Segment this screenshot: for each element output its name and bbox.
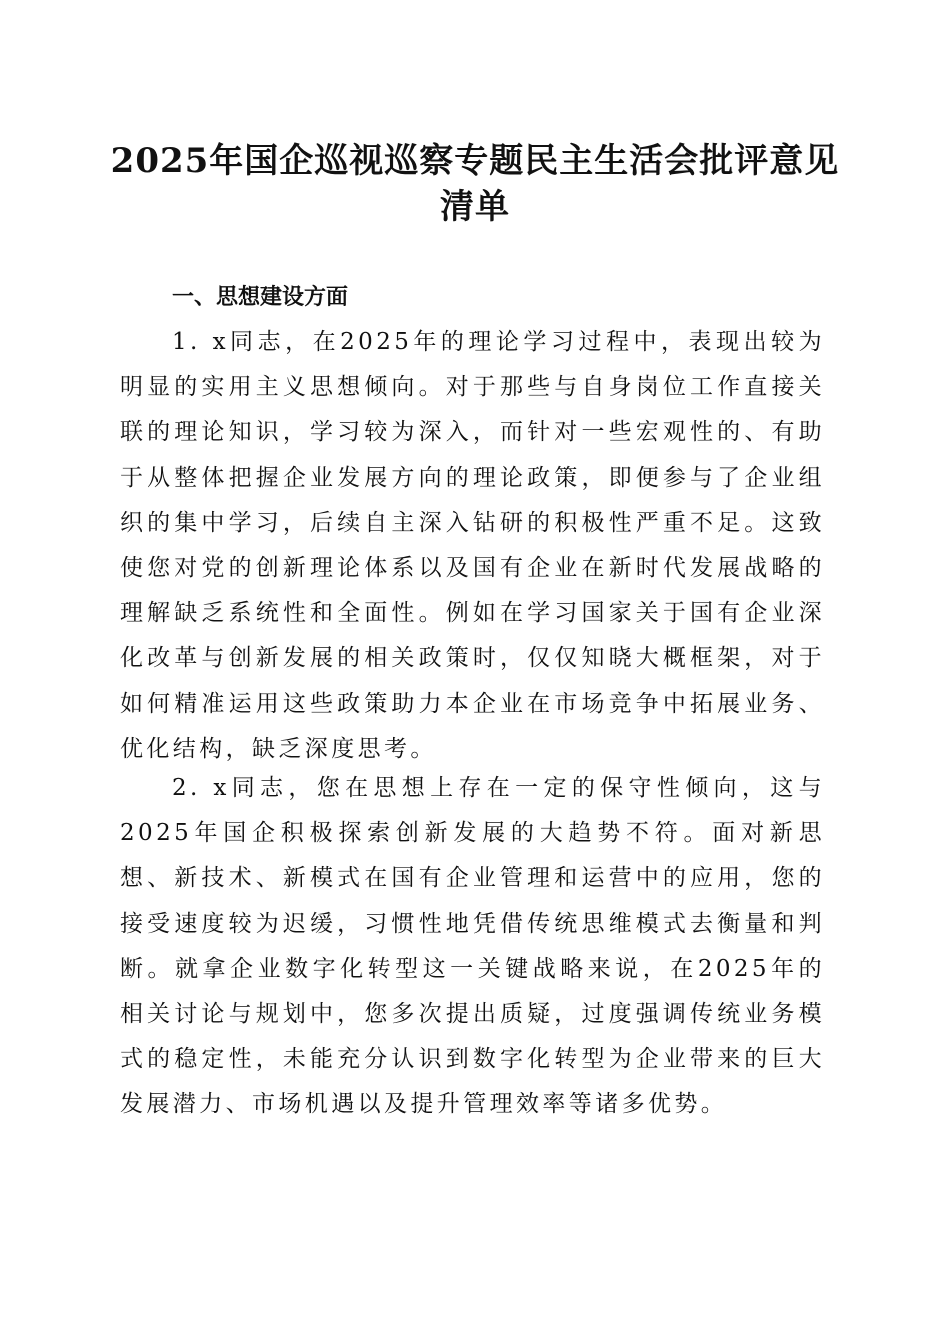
section-heading-ideology: 一、思想建设方面 bbox=[172, 285, 349, 310]
paragraph-2: 2. x同志，您在思想上存在一定的保守性倾向，这与2025年国企积极探索创新发展的大趋势不符。面对新思想、新技术、新模式在国有企业管理和运营中的应用，您的接受速度较为迟缓，习惯性地凭借传统思维模式去衡量和判断。就拿企业数字化转型这一关键战略来说，在2025年的相关讨论与规划中，您多次提出质疑，过度强调传统业务模式的稳定性，未能充分认识到数字化转型为企业带来的巨大发展潜力、市场机遇以及提升管理效率等诸多优势。 bbox=[120, 775, 825, 1118]
paragraph-1: 1. x同志，在2025年的理论学习过程中，表现出较为明显的实用主义思想倾向。对于那些与自身岗位工作直接关联的理论知识，学习较为深入，而针对一些宏观性的、有助于从整体把握企业发展方向的理论政策，即便参与了企业组织的集中学习，后续自主深入钻研的积极性严重不足。这致使您对党的创新理论体系以及国有企业在新时代发展战略的理解缺乏系统性和全面性。例如在学习国家关于国有企业深化改革与创新发展的相关政策时，仅仅知晓大概框架，对于如何精准运用这些政策助力本企业在市场竞争中拓展业务、优化结构，缺乏深度思考。 bbox=[120, 329, 825, 762]
document-title: 2025年国企巡视巡察专题民主生活会批评意见清单 bbox=[110, 141, 840, 227]
